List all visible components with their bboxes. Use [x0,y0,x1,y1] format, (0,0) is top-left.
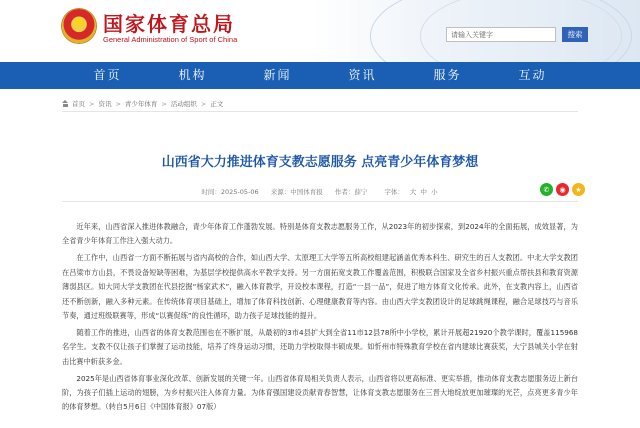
breadcrumb-separator: > [115,99,121,108]
article-paragraph: 在工作中，山西省一方面不断拓展与省内高校的合作，如山西大学、太原理工大学等五所高校组建起涵盖优秀本科生、研究生的百人支教团。中北大学支教团在吕梁市方山县，不畏设备短缺等困难，为基层学校提供高水平教学支持。另一方面拓宽支教工作覆盖范围，积极联合国家及全省乡村振兴重点帮扶县和教育资源薄弱县区。如大同大学支教团在代县挖掘“杨家武术”，融入体育教学，开设校本课程，打造“一县一品”，促进了地方体育文化传承。此外，在支教内容上，山西省还不断创新，融入多种元素。在传统体育项目基础上，增加了体育科技创新、心理健康教育等内容。由山西大学支教团设计的足球跳绳课程，融合足球技巧与音乐节奏，通过班级联赛等，形成“以赛促练”的良性循环，助力孩子足球技能的提升。 [62,253,578,320]
article-source: 来源：中国体育报 [270,188,323,196]
wechat-icon[interactable]: ✆ [540,183,553,196]
site-header [0,0,640,62]
breadcrumb-current: 正文 [210,100,224,108]
nav-interaction[interactable]: 互动 [518,68,547,82]
article-paragraph: 随着工作的推进，山西省的体育支教范围也在不断扩展，从最初的3市4县扩大到全省11市12县78所中小学校，累计开展超21920个教学课时，覆盖115968名学生。支教不仅让孩子们掌握了运动技能，培养了终身运动习惯，还助力学校取得丰硕成果。如忻州市特殊教育学校在省内建球比赛获奖，大宁县城关小学在射击比赛中斩获多金。 [62,327,578,366]
qzone-icon[interactable]: ★ [572,183,585,196]
article-body [62,220,578,417]
breadcrumb-activities[interactable]: 活动组织 [170,100,197,108]
weibo-icon[interactable]: ◉ [556,183,569,196]
nav-organization[interactable]: 机构 [178,68,207,82]
article-author: 作者：薛宁 [334,188,368,196]
breadcrumb-separator: > [161,99,167,108]
site-english-name: General Administration of Sport of China [103,35,238,44]
breadcrumb [62,99,223,108]
breadcrumb-home[interactable]: 首页 [72,100,85,108]
article-time: 时间：2025-05-06 [201,188,259,196]
site-name[interactable]: 国家体育总局 [103,12,235,36]
breadcrumb-separator: > [89,99,95,108]
article-title: 山西省大力推进体育支教志愿服务 点亮青少年体育梦想 [161,155,479,170]
home-icon [62,100,69,107]
breadcrumb-youth-sports[interactable]: 青少年体育 [124,100,158,108]
nav-service[interactable]: 服务 [433,68,462,82]
article-paragraph: 2025年是山西省体育事业深化改革、创新发展的关键一年。山西省体育局相关负责人表示，山西省将以更高标准、更实举措，推动体育支教志愿服务迈上新台阶，为孩子们插上运动的翅膀，为乡村振兴注入体育力量。为体育强国建设贡献青春智慧，让体育支教志愿服务在三晋大地绽放更加璀璨的光芒，点亮更多青少年的体育梦想。（转自5月6日《中国体育报》07版） [62,373,578,412]
share-bar [540,183,585,196]
font-size-medium[interactable]: 中 [420,188,427,196]
search-input[interactable]: 请输入关键字 [446,27,556,42]
font-size-large[interactable]: 大 [409,188,417,196]
search-button[interactable]: 搜索 [562,27,588,42]
breadcrumb-separator: > [200,99,207,108]
national-emblem-icon[interactable]: ★ [62,9,96,43]
breadcrumb-information[interactable]: 资讯 [98,100,112,108]
meta-divider [62,201,578,202]
main-nav [0,62,640,89]
nav-home[interactable]: 首页 [93,68,122,82]
article-paragraph: 近年来，山西省深入推进体教融合，青少年体育工作蓬勃发展。特别是体育支教志愿服务工作，从2023年的初步探索，到2024年的全面拓展，成效显著，为全省青少年体育工作注入强大动力。 [62,222,578,246]
font-size-label: 字体： 大 中 小 [384,188,438,196]
nav-news[interactable]: 新闻 [263,68,292,82]
breadcrumb-divider [62,111,578,112]
nav-information[interactable]: 资讯 [348,68,377,82]
font-size-small[interactable]: 小 [431,188,438,196]
